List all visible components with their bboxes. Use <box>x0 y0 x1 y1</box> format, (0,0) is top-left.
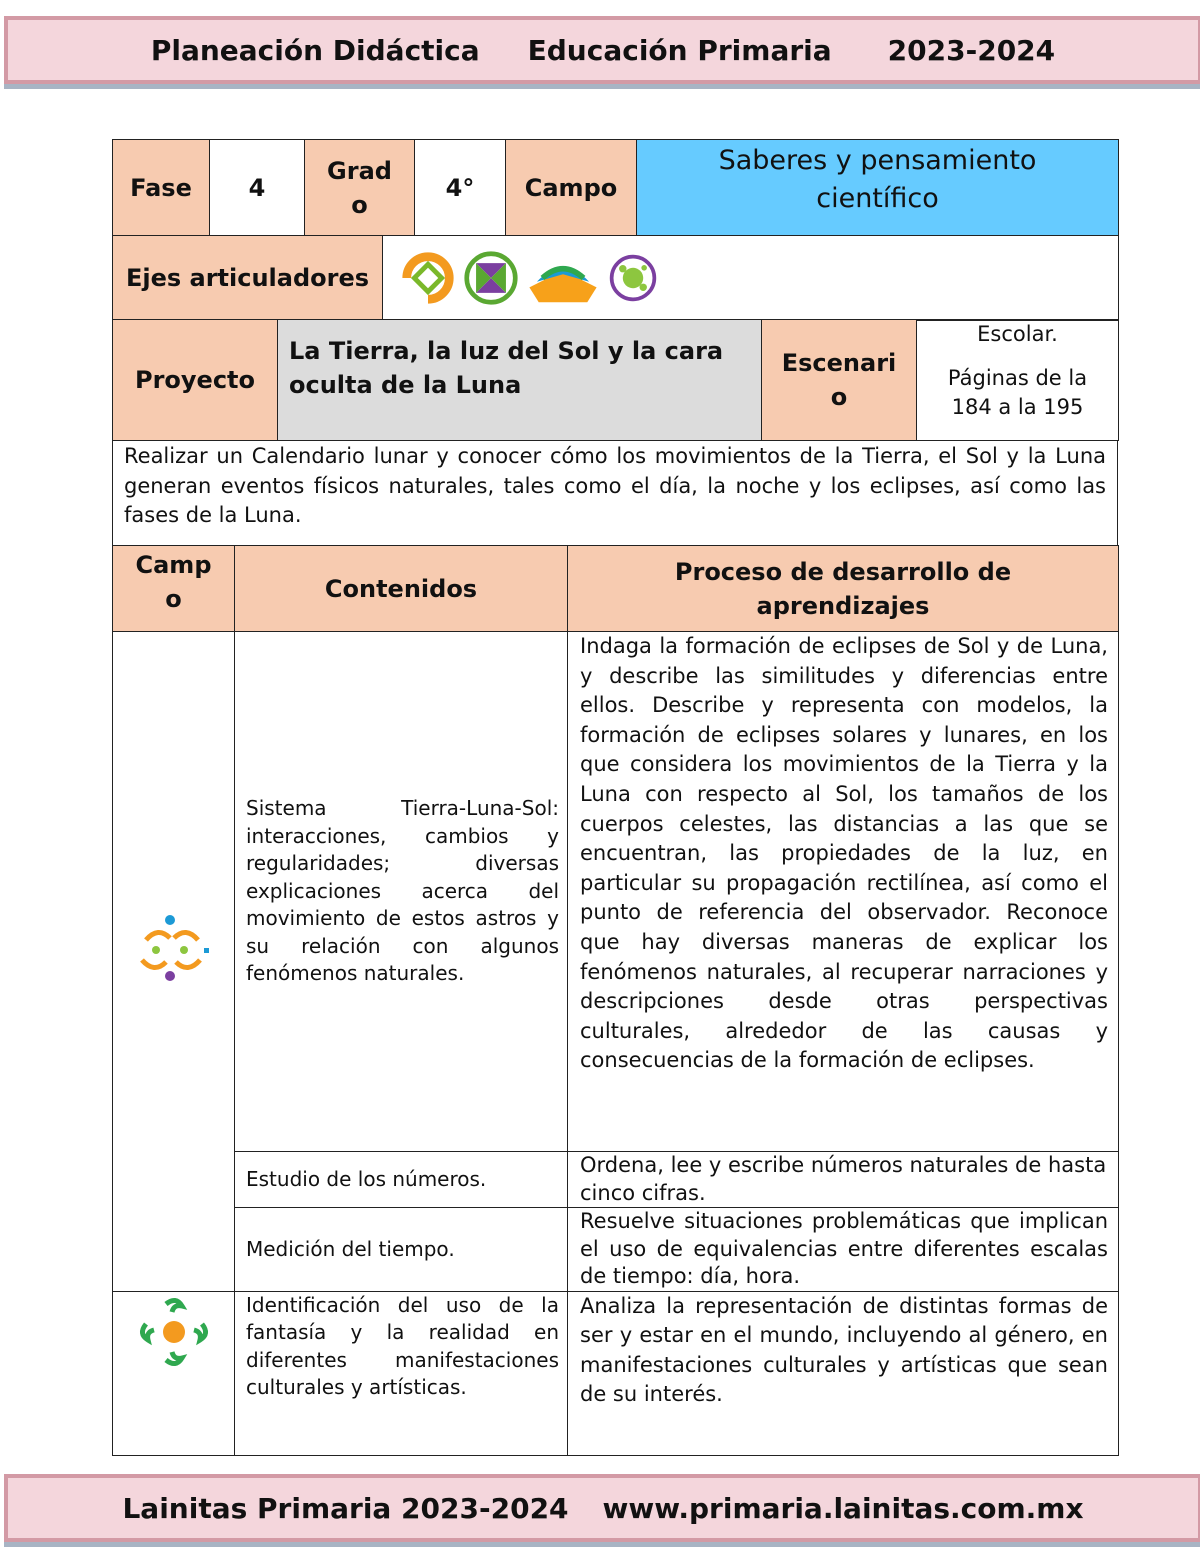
header-level: Educación Primaria <box>527 33 832 67</box>
ejes-label: Ejes articuladores <box>113 236 383 321</box>
proceso-cell: Resuelve situaciones problemáticas que implican el uso de equivalencias entre diferentes escalas de tiempo: día, hora. <box>568 1208 1119 1292</box>
vida-saludable-icon <box>607 250 659 306</box>
campo-value: Saberes y pensamiento científico <box>637 140 1119 236</box>
de-lo-humano-campo-icon <box>136 1294 212 1370</box>
escenario-pages: Páginas de la 184 a la 195 <box>947 365 1088 420</box>
header-title: Planeación Didáctica <box>150 33 480 67</box>
header-contenidos: Contenidos <box>235 546 568 632</box>
campo-icon-cell <box>113 632 235 1292</box>
fase-value: 4 <box>210 140 305 236</box>
table-row <box>113 1208 1119 1292</box>
proyecto-value: La Tierra, la luz del Sol y la cara oculta de la Luna <box>278 320 762 441</box>
escenario-label: Escenari o <box>762 320 917 441</box>
table-row <box>113 632 1119 1152</box>
grado-value: 4° <box>415 140 506 236</box>
header-year: 2023-2024 <box>887 33 1056 67</box>
contenido-cell: Sistema Tierra-Luna-Sol: interacciones, cambios y regularidades; diversas explicaciones acerca del movimiento de estos astros y su relación con algunos fenómenos naturales. <box>235 632 568 1152</box>
pensamiento-critico-icon <box>525 250 601 306</box>
saberes-campo-icon <box>134 910 214 990</box>
proceso-cell: Analiza la representación de distintas formas de ser y estar en el mundo, incluyendo al género, en manifestaciones culturales y artísticas que sean de su interés. <box>568 1291 1119 1455</box>
content-table <box>112 545 1119 1456</box>
ejes-icons-cell <box>383 236 1119 321</box>
campo-label: Campo <box>506 140 637 236</box>
table-header-row <box>113 546 1119 632</box>
table-row <box>113 1291 1119 1455</box>
escenario-type: Escolar. <box>977 322 1058 346</box>
grado-label: Grad o <box>305 140 415 236</box>
proyecto-label: Proyecto <box>113 320 278 441</box>
interculturalidad-icon <box>463 250 519 306</box>
info-table-row-1 <box>112 139 1119 236</box>
escenario-cell <box>917 320 1119 441</box>
contenido-cell: Estudio de los números. <box>235 1152 568 1208</box>
info-table-row-3 <box>112 319 1119 441</box>
footer-banner <box>4 1474 1200 1542</box>
header-proceso: Proceso de desarrollo de aprendizajes <box>568 546 1119 632</box>
footer-url: www.primaria.lainitas.com.mx <box>602 1491 1084 1525</box>
campo-icon-cell <box>113 1291 235 1455</box>
header-campo: Camp o <box>113 546 235 632</box>
contenido-cell: Medición del tiempo. <box>235 1208 568 1292</box>
proceso-cell: Ordena, lee y escribe números naturales de hasta cinco cifras. <box>568 1152 1119 1208</box>
description-table <box>112 440 1118 546</box>
project-description: Realizar un Calendario lunar y conocer cómo los movimientos de la Tierra, el Sol y la Luna generan eventos físicos naturales, tales como el día, la noche y los eclipses, así como las fases de la Luna. <box>113 441 1118 546</box>
info-table-row-2 <box>112 235 1119 321</box>
footer-brand: Lainitas Primaria 2023-2024 <box>122 1491 569 1525</box>
header-banner <box>4 16 1200 84</box>
inclusion-icon <box>399 249 457 307</box>
table-row <box>113 1152 1119 1208</box>
contenido-cell: Identificación del uso de la fantasía y la realidad en diferentes manifestaciones culturales y artísticas. <box>235 1291 568 1455</box>
fase-label: Fase <box>113 140 210 236</box>
proceso-cell: Indaga la formación de eclipses de Sol y de Luna, y describe las similitudes y diferencias entre ellos. Describe y representa con modelos, la formación de eclipses solares y lunares, en los que considera los movimientos de la Tierra y la Luna con respecto al Sol, los tamaños de los cuerpos celestes, las distancias a las que se encuentran, las propiedades de la luz, en particular su propagación rectilínea, así como el punto de referencia del observador. Reconoce que hay diversas maneras de explicar los fenómenos naturales, al recuperar narraciones y descripciones desde otras perspectivas culturales, alrededor de las causas y consecuencias de la formación de eclipses. <box>568 632 1119 1152</box>
